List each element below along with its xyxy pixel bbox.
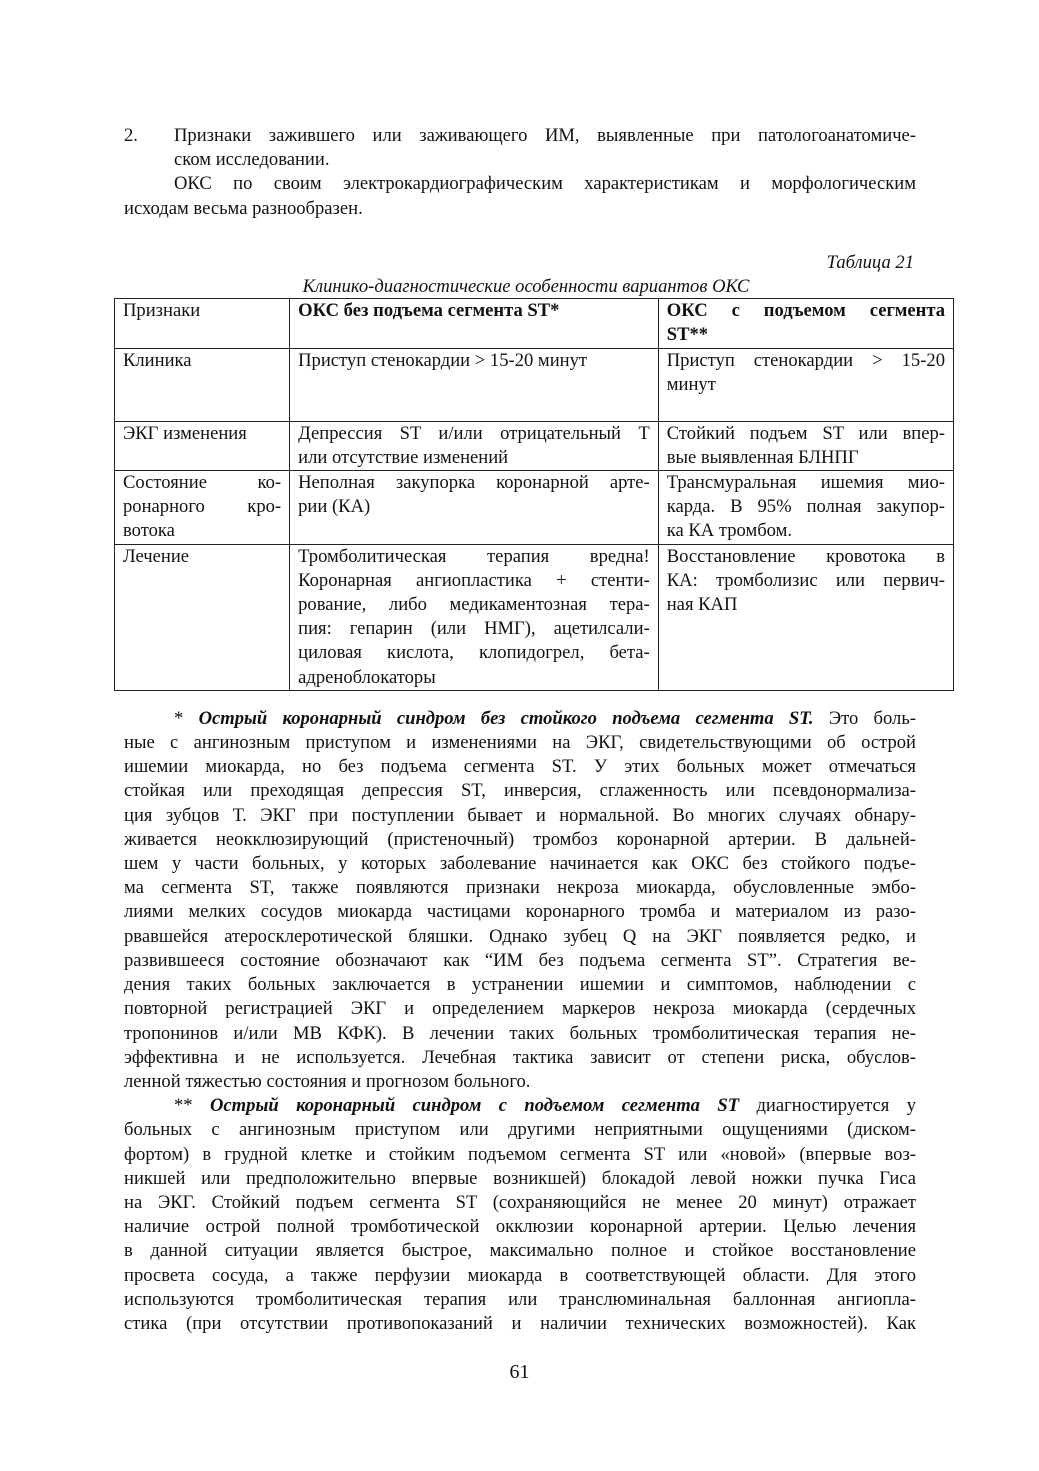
footnote-paragraph <box>124 1094 916 1336</box>
cell-line: Неполная закупорка коронарной арте- <box>298 472 650 494</box>
paragraph-line: шем у части больных, у которых заболевание начинается как ОКС без стойкого подъе- <box>124 853 916 875</box>
table-title: Клинико-диагностические особенности вариантов ОКС <box>302 276 750 298</box>
cell-line: адреноблокаторы <box>298 666 436 688</box>
cell-line: пия: гепарин (или НМГ), ацетилсали- <box>298 618 650 640</box>
cell-line: Состояние ко- <box>123 472 282 494</box>
table-cell <box>658 348 953 421</box>
paragraph-line <box>124 707 916 731</box>
paragraph-line: ма сегмента ST, также появляются признаки некроза миокарда, обусловленные эмбо- <box>124 877 916 899</box>
paragraph-line: ишемии миокарда, но без подъема сегмента ST. У этих больных может отмечаться <box>124 756 916 778</box>
cell-line: ЭКГ изменения <box>123 422 247 444</box>
table-cell <box>658 544 953 690</box>
table-cell <box>290 544 659 690</box>
header-cell <box>658 299 953 348</box>
cell-line: Стойкий подъем ST или впер- <box>666 422 945 444</box>
table-number: Таблица 21 <box>826 251 914 273</box>
table-cell <box>115 348 290 421</box>
table-cell <box>115 471 290 545</box>
paragraph-text: Это боль- <box>813 707 916 729</box>
header-cell <box>290 299 659 348</box>
paragraph-line: наличие острой полной тромботической окклюзии коронарной артерии. Целью лечения <box>124 1216 916 1238</box>
item-line: ском исследовании. <box>174 149 330 171</box>
paragraph-line: развившееся состояние обозначают как “ИМ без подъема сегмента ST”. Стратегия ве- <box>124 949 916 971</box>
paragraph-line: ные с ангинозным приступом и изменениями на ЭКГ, свидетельствующими об острой <box>124 732 916 754</box>
cell-line: Депрессия ST и/или отрицательный Т <box>298 422 650 444</box>
paragraph-line: стойкая или преходящая депрессия ST, инверсия, сглаженность или псевдонормализа- <box>124 780 916 802</box>
cell-line: ронарного кро- <box>123 496 282 518</box>
cell-line: Тромболитическая терапия вредна! <box>298 545 650 567</box>
cell-line: Восстановление кровотока в <box>666 545 945 567</box>
paragraph-line: больных с ангинозным приступом или другими неприятными ощущениями (диском- <box>124 1119 916 1141</box>
cell-line: ная КАП <box>666 594 738 616</box>
paragraph-line: ленной тяжестью состояния и прогнозом больного. <box>124 1070 531 1092</box>
cell-line: вотока <box>123 520 175 542</box>
paragraph-line: эффективна и не используется. Лечебная тактика зависит от степени риска, обуслов- <box>124 1046 916 1068</box>
paragraph-line: рвавшейся атеросклеротической бляшки. Однако зубец Q на ЭКГ появляется редко, и <box>124 925 916 947</box>
footnote-marker: ** <box>174 1095 210 1117</box>
cell-line: Приступ стенокардии > 15-20 минут <box>298 349 588 371</box>
table-cell <box>658 421 953 470</box>
cell-line: Трансмуральная ишемия мио- <box>666 472 945 494</box>
cell-line: вые выявленная БЛНПГ <box>666 446 859 468</box>
paragraph-line: фортом) в грудной клетке и стойким подъемом сегмента ST или «новой» (впервые воз- <box>124 1143 916 1165</box>
paragraph-line: стика (при отсутствии противопоказаний и наличии технических возможностей). Как <box>124 1312 916 1334</box>
page-content <box>123 124 945 1336</box>
cell-line: Приступ стенокардии > 15-20 <box>666 349 945 371</box>
paragraph-line: дения таких больных заключается в устранении ишемии и симптомов, наблюдении с <box>124 974 916 996</box>
page-number: 61 <box>509 1361 530 1383</box>
table-cell <box>290 421 659 470</box>
cell-line: циловая кислота, клопидогрел, бета- <box>298 642 650 664</box>
header-text: ST** <box>666 324 709 346</box>
numbered-item <box>124 124 916 172</box>
paragraph-text: диагностируется у <box>739 1095 917 1117</box>
cell-line: КА: тромболизис или первич- <box>666 569 945 591</box>
paragraph-line: просвета сосуда, а также перфузии миокарда в соответствующей области. Для этого <box>124 1264 916 1286</box>
table-row <box>115 544 954 690</box>
paragraph-line: повторной регистрацией ЭКГ и определением маркеров некроза миокарда (сердечных <box>124 998 916 1020</box>
paragraph-line: лиями мелких сосудов миокарда частицами коронарного тромба и материалом из разо- <box>124 901 916 923</box>
paragraph-line: тропонинов и/или МВ КФК). В лечении таких больных тромболитическая терапия не- <box>124 1022 916 1044</box>
footnote-marker: * <box>174 707 199 729</box>
paragraph-line: на ЭКГ. Стойкий подъем сегмента ST (сохраняющийся не менее 20 минут) отражает <box>124 1191 916 1213</box>
intro-paragraph <box>124 172 916 220</box>
paragraph-line: живается неокклюзирующий (пристеночный) тромбоз коронарной артерии. В дальней- <box>124 828 916 850</box>
table-cell <box>290 471 659 545</box>
footnote-title: Острый коронарный синдром без стойкого подъема сегмента ST. <box>198 707 814 729</box>
table-row <box>115 348 954 421</box>
header-text: ОКС без подъема сегмента ST* <box>298 300 560 322</box>
footnote-paragraph <box>124 707 916 1094</box>
cell-line: рии (КА) <box>298 496 371 518</box>
table-cell <box>115 544 290 690</box>
item-line: Признаки зажившего или заживающего ИМ, выявленные при патологоанатомиче- <box>174 125 916 146</box>
table-row <box>115 471 954 545</box>
table-row <box>115 421 954 470</box>
paragraph-line <box>124 1094 916 1118</box>
table-cell <box>115 421 290 470</box>
paragraph-line: ОКС по своим электрокардиографическим характеристикам и морфологическим <box>174 173 916 195</box>
table-cell <box>658 471 953 545</box>
cell-line: Клиника <box>123 349 192 371</box>
paragraph-line: используются тромболитическая терапия или транслюминальная баллонная ангиопла- <box>124 1288 916 1310</box>
header-text: ОКС с подъемом сегмента <box>666 300 945 322</box>
table-cell <box>290 348 659 421</box>
paragraph-line: в данной ситуации является быстрое, максимально полное и стойкое восстановление <box>124 1240 916 1262</box>
cell-line: карда. В 95% полная закупор- <box>666 496 945 518</box>
item-number: 2. <box>124 125 138 146</box>
cell-line: Коронарная ангиопластика + стенти- <box>298 569 650 591</box>
cell-line: Лечение <box>123 545 190 567</box>
paragraph-line: ция зубцов Т. ЭКГ при поступлении бывает и нормальной. Во многих случаях обнару- <box>124 804 916 826</box>
header-cell <box>115 299 290 348</box>
cell-line: рование, либо медикаментозная тера- <box>298 594 650 616</box>
cell-line: минут <box>666 373 716 395</box>
paragraph-line: никшей или предположительно впервые возникшей) блокадой левой ножки пучка Гиса <box>124 1167 916 1189</box>
table-header-row <box>115 299 954 348</box>
paragraph-line: исходам весьма разнообразен. <box>124 197 363 219</box>
cell-line: или отсутствие изменений <box>298 446 509 468</box>
cell-line: ка КА тромбом. <box>666 520 793 542</box>
header-text: Признаки <box>123 300 201 322</box>
footnote-title: Острый коронарный синдром с подъемом сегмента ST <box>210 1095 740 1117</box>
ocs-table <box>114 298 954 691</box>
